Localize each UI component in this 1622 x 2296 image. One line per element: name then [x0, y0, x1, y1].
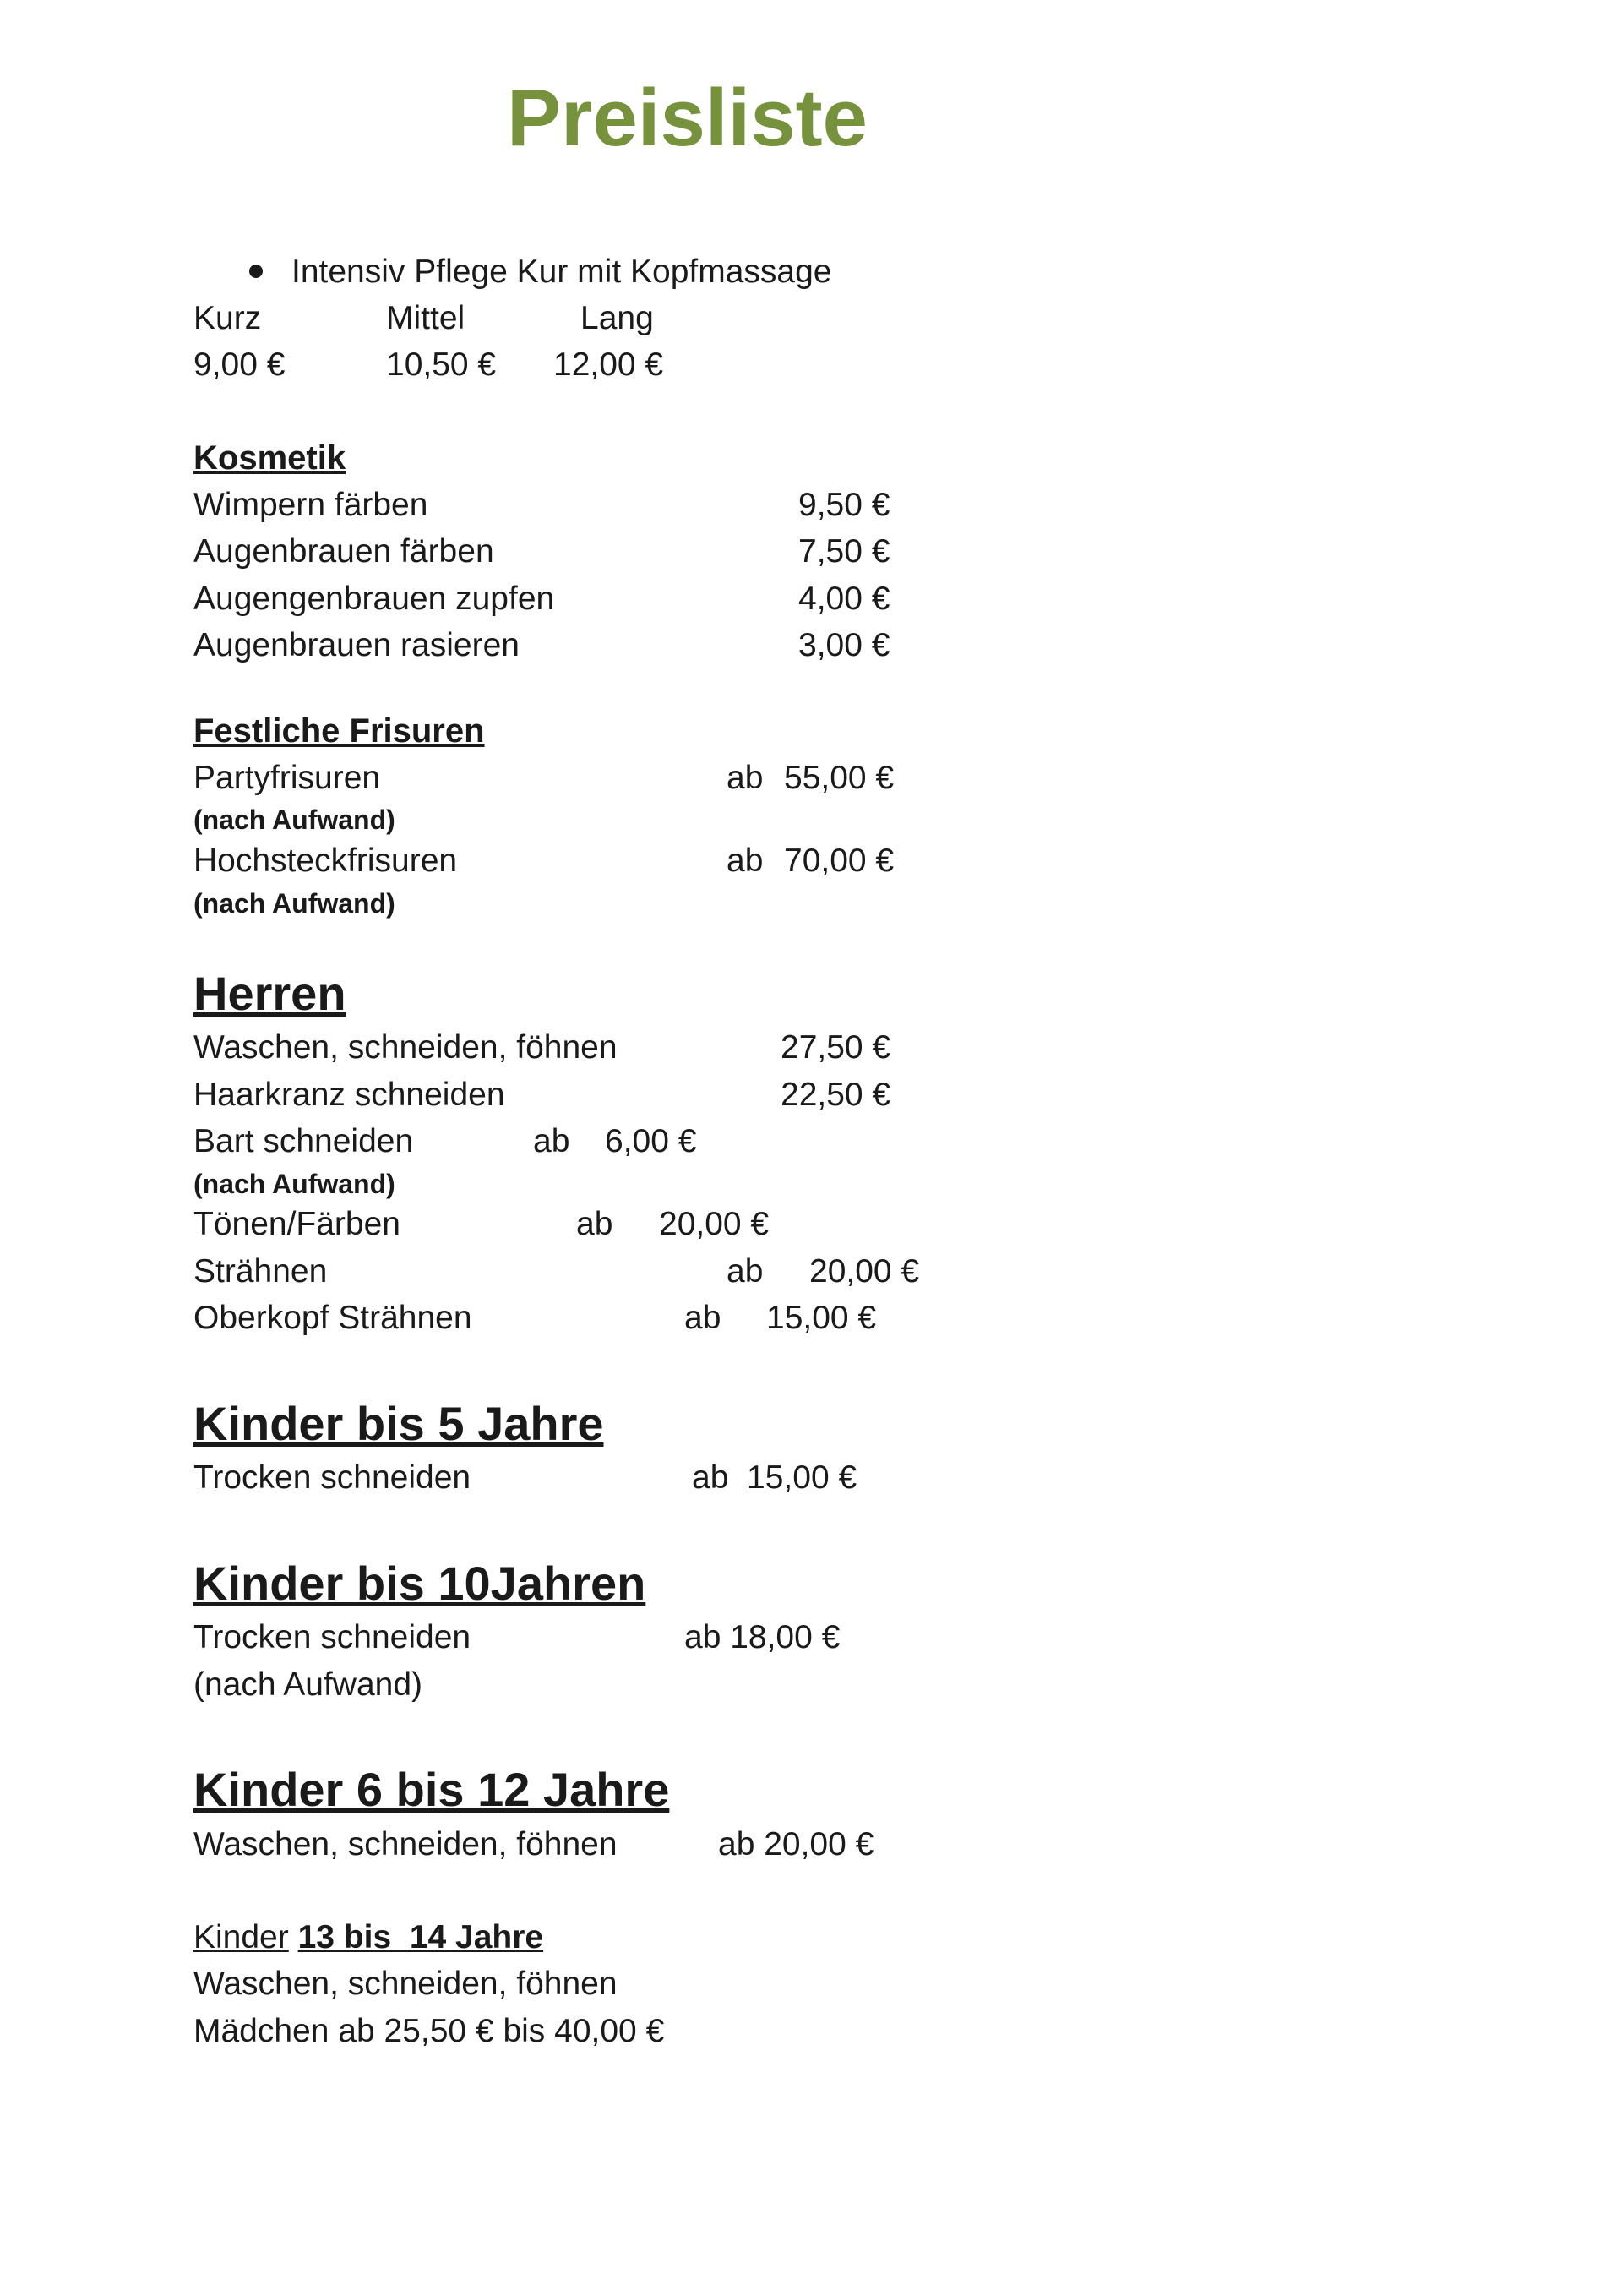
herren-item-ab: ab	[576, 1206, 613, 1242]
festlich-item-ab: ab	[727, 760, 764, 796]
herren-item-label: Waschen, schneiden, föhnen	[193, 1029, 618, 1066]
herren-item-price: 22,50 €	[781, 1077, 891, 1113]
kosmetik-item-price: 3,00 €	[798, 627, 890, 663]
herren-item-label: Haarkranz schneiden	[193, 1077, 505, 1113]
herren-item-label: Bart schneiden	[193, 1123, 414, 1159]
herren-item-note: (nach Aufwand)	[193, 1169, 395, 1199]
kinder5-label: Trocken schneiden	[193, 1459, 471, 1496]
kinder10-price: ab 18,00 €	[684, 1619, 841, 1655]
festlich-item-label: Partyfrisuren	[193, 760, 381, 796]
intensiv-header-mittel: Mittel	[386, 300, 465, 336]
kosmetik-item-label: Augenbrauen rasieren	[193, 627, 520, 663]
festlich-heading: Festliche Frisuren	[193, 712, 485, 750]
kinder10-label: Trocken schneiden	[193, 1619, 471, 1655]
kosmetik-item-label: Wimpern färben	[193, 487, 428, 523]
kinder10-note: (nach Aufwand)	[193, 1666, 423, 1703]
kinder13-14-line1: Waschen, schneiden, föhnen	[193, 1966, 618, 2002]
intensiv-price-mittel: 10,50 €	[386, 346, 497, 383]
intensiv-label: Intensiv Pflege Kur mit Kopfmassage	[291, 254, 832, 290]
intensiv-header-lang: Lang	[580, 300, 654, 336]
kinder13-14-heading	[193, 1921, 543, 1954]
kinder6-12-label: Waschen, schneiden, föhnen	[193, 1826, 618, 1862]
festlich-item-note: (nach Aufwand)	[193, 888, 395, 919]
herren-item-price: 20,00 €	[659, 1206, 770, 1242]
festlich-item-price: 70,00 €	[784, 843, 895, 879]
herren-item-ab: ab	[684, 1300, 721, 1336]
kosmetik-item-label: Augengenbrauen zupfen	[193, 581, 555, 617]
page-title: Preisliste	[507, 73, 868, 163]
kosmetik-item-price: 9,50 €	[798, 487, 890, 523]
festlich-item-note: (nach Aufwand)	[193, 804, 395, 835]
bullet-dot-icon	[249, 265, 263, 278]
kinder10-heading: Kinder bis 10Jahren	[193, 1557, 646, 1610]
herren-item-label: Strähnen	[193, 1253, 328, 1290]
kosmetik-item-price: 4,00 €	[798, 581, 890, 617]
herren-item-price: 27,50 €	[781, 1029, 891, 1066]
festlich-item-label: Hochsteckfrisuren	[193, 843, 458, 879]
kosmetik-item-label: Augenbrauen färben	[193, 533, 494, 570]
herren-item-ab: ab	[533, 1123, 570, 1159]
intensiv-price-kurz: 9,00 €	[193, 346, 286, 383]
herren-item-label: Tönen/Färben	[193, 1206, 400, 1242]
kinder13-14-line2: Mädchen ab 25,50 € bis 40,00 €	[193, 2013, 665, 2049]
intensiv-header-kurz: Kurz	[193, 300, 262, 336]
kinder6-12-heading: Kinder 6 bis 12 Jahre	[193, 1763, 670, 1816]
kinder5-heading: Kinder bis 5 Jahre	[193, 1397, 604, 1450]
kinder13-14-heading-bold: 13 bis 14 Jahre	[297, 1919, 544, 1955]
kosmetik-heading: Kosmetik	[193, 439, 346, 477]
kinder5-price: ab 15,00 €	[692, 1459, 857, 1496]
festlich-item-price: 55,00 €	[784, 760, 895, 796]
kosmetik-item-price: 7,50 €	[798, 533, 890, 570]
herren-item-price: 15,00 €	[766, 1300, 877, 1336]
herren-item-label: Oberkopf Strähnen	[193, 1300, 472, 1336]
kinder6-12-price: ab 20,00 €	[718, 1826, 874, 1862]
herren-heading: Herren	[193, 967, 346, 1020]
herren-item-price: 20,00 €	[809, 1253, 920, 1290]
festlich-item-ab: ab	[727, 843, 764, 879]
herren-item-ab: ab	[727, 1253, 764, 1290]
herren-item-price: 6,00 €	[605, 1123, 697, 1159]
intensiv-price-lang: 12,00 €	[553, 346, 664, 383]
kinder13-14-heading-prefix: Kinder	[193, 1919, 289, 1955]
